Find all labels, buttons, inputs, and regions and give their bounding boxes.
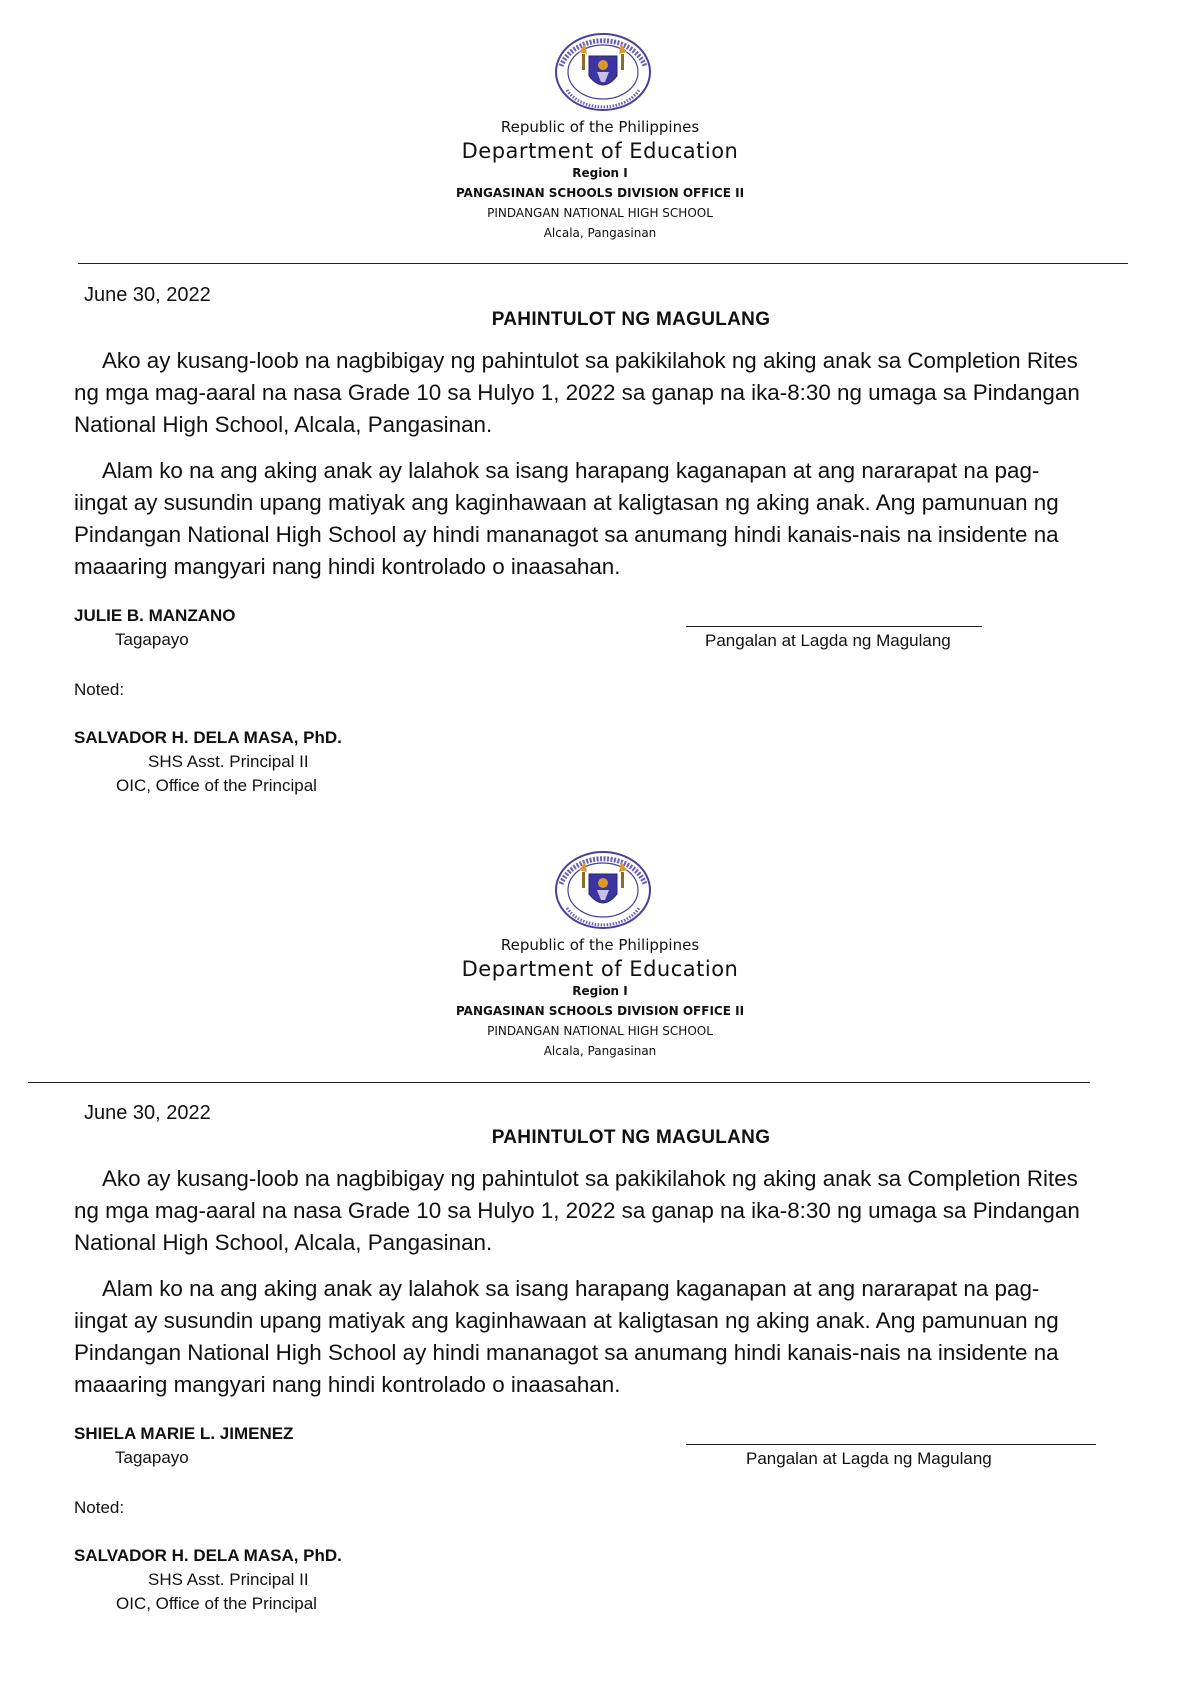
republic-line: Republic of the Philippines	[500, 936, 700, 954]
paragraph-line: maaaring mangyari nang hindi kontrolado o inaasahan.	[74, 554, 621, 579]
paragraph-line: Pindangan National High School ay hindi mananagot sa anumang hindi kanais-nais na insidente na	[74, 1340, 1059, 1365]
adviser-name: JULIE B. MANZANO	[74, 606, 236, 625]
paragraph-line: iingat ay susundin upang matiyak ang kaginhawaan at kaligtasan ng aking anak. Ang pamunuan ng	[74, 1308, 1059, 1333]
paragraph-line: Alam ko na ang aking anak ay lalahok sa isang harapang kaganapan at ang nararapat na pag-	[102, 458, 1040, 483]
paragraph-line: iingat ay susundin upang matiyak ang kaginhawaan at kaligtasan ng aking anak. Ang pamunuan ng	[74, 490, 1059, 515]
republic-line: Republic of the Philippines	[500, 118, 700, 136]
school-line: PINDANGAN NATIONAL HIGH SCHOOL	[487, 206, 713, 220]
letterhead-divider	[28, 1082, 1090, 1083]
consent-paragraph-1	[74, 345, 1174, 441]
principal-office: OIC, Office of the Principal	[116, 1594, 317, 1613]
paragraph-line: Ako ay kusang-loob na nagbibigay ng pahintulot sa pakikilahok ng aking anak sa Completion Rites	[102, 348, 1078, 373]
consent-paragraph-2	[74, 1273, 1174, 1401]
consent-paragraph-1	[74, 1163, 1174, 1259]
paragraph-line: National High School, Alcala, Pangasinan.	[74, 412, 493, 437]
paragraph-line: ng mga mag-aaral na nasa Grade 10 sa Hulyo 1, 2022 sa ganap na ika-8:30 ng umaga sa Pindangan	[74, 380, 1080, 405]
principal-position: SHS Asst. Principal II	[148, 752, 309, 771]
location-line: Alcala, Pangasinan	[543, 226, 657, 240]
paragraph-line: maaaring mangyari nang hindi kontrolado o inaasahan.	[74, 1372, 621, 1397]
noted-label: Noted:	[74, 680, 125, 699]
department-line: Department of Education	[461, 139, 739, 163]
form-title: PAHINTULOT NG MAGULANG	[491, 309, 771, 330]
adviser-name: SHIELA MARIE L. JIMENEZ	[74, 1424, 294, 1443]
letter-date: June 30, 2022	[84, 1102, 211, 1124]
consent-paragraph-2	[74, 455, 1174, 583]
letter-date: June 30, 2022	[84, 284, 211, 306]
paragraph-line: Pindangan National High School ay hindi mananagot sa anumang hindi kanais-nais na insidente na	[74, 522, 1059, 547]
consent-form-1	[0, 0, 1200, 820]
parent-signature-label: Pangalan at Lagda ng Magulang	[746, 1449, 992, 1468]
deped-seal-icon	[553, 850, 653, 930]
parent-signature-line[interactable]	[686, 1444, 1096, 1445]
school-line: PINDANGAN NATIONAL HIGH SCHOOL	[487, 1024, 713, 1038]
adviser-role: Tagapayo	[115, 630, 189, 649]
paragraph-line: Alam ko na ang aking anak ay lalahok sa isang harapang kaganapan at ang nararapat na pag-	[102, 1276, 1040, 1301]
letterhead-divider	[78, 263, 1128, 264]
parent-signature-line[interactable]	[686, 626, 982, 627]
principal-name: SALVADOR H. DELA MASA, PhD.	[74, 728, 342, 747]
deped-seal-icon	[553, 32, 653, 112]
principal-name: SALVADOR H. DELA MASA, PhD.	[74, 1546, 342, 1565]
region-line: Region I	[572, 984, 628, 998]
principal-position: SHS Asst. Principal II	[148, 1570, 309, 1589]
division-line: PANGASINAN SCHOOLS DIVISION OFFICE II	[455, 186, 745, 200]
division-line: PANGASINAN SCHOOLS DIVISION OFFICE II	[455, 1004, 745, 1018]
parent-signature-label: Pangalan at Lagda ng Magulang	[705, 631, 951, 650]
paragraph-line: ng mga mag-aaral na nasa Grade 10 sa Hulyo 1, 2022 sa ganap na ika-8:30 ng umaga sa Pindangan	[74, 1198, 1080, 1223]
noted-label: Noted:	[74, 1498, 125, 1517]
department-line: Department of Education	[461, 957, 739, 981]
paragraph-line: Ako ay kusang-loob na nagbibigay ng pahintulot sa pakikilahok ng aking anak sa Completion Rites	[102, 1166, 1078, 1191]
form-title: PAHINTULOT NG MAGULANG	[491, 1127, 771, 1148]
region-line: Region I	[572, 166, 628, 180]
adviser-role: Tagapayo	[115, 1448, 189, 1467]
paragraph-line: National High School, Alcala, Pangasinan.	[74, 1230, 493, 1255]
location-line: Alcala, Pangasinan	[543, 1044, 657, 1058]
principal-office: OIC, Office of the Principal	[116, 776, 317, 795]
consent-form-2	[0, 818, 1200, 1638]
